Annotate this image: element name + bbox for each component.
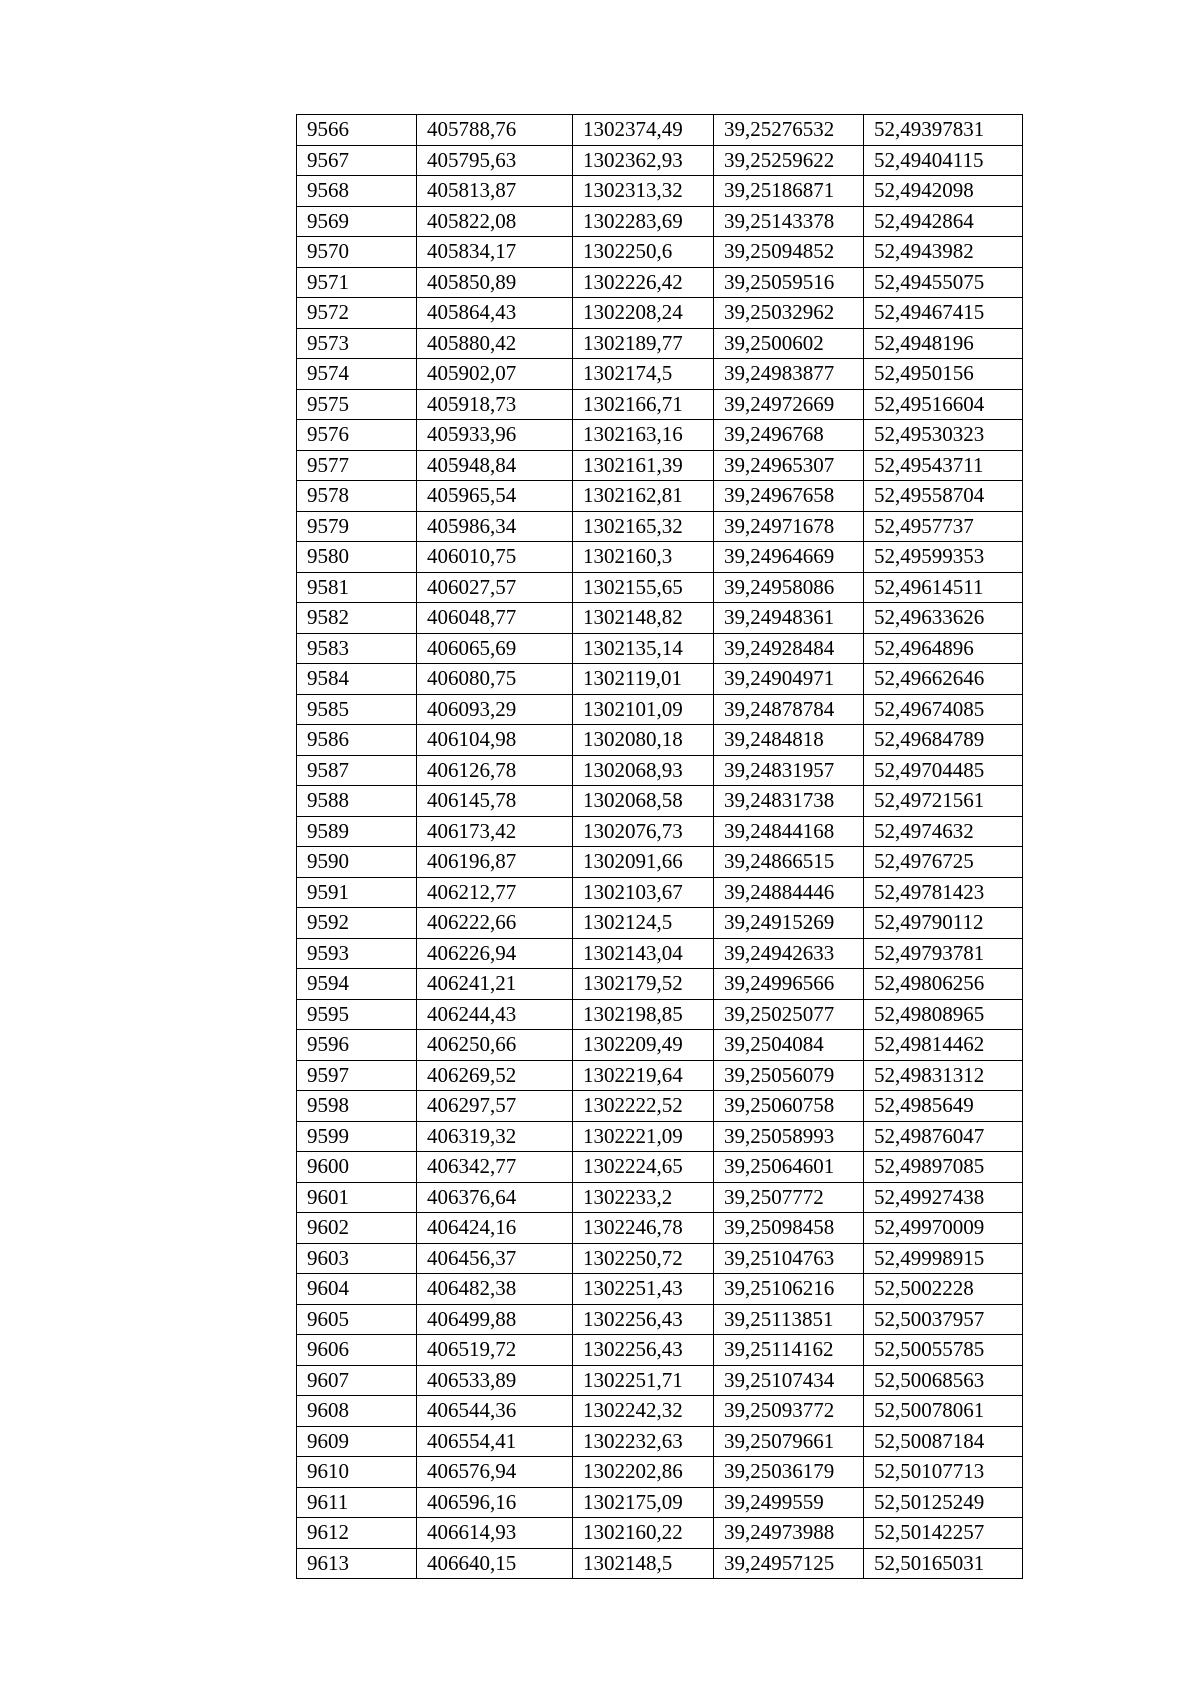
table-cell-y-coordinate: 1302160,3	[573, 542, 714, 573]
table-cell-x-coordinate: 406222,66	[417, 908, 573, 939]
table-cell-x-coordinate: 405813,87	[417, 176, 573, 207]
table-cell-y-coordinate: 1302160,22	[573, 1518, 714, 1549]
table-cell-x-coordinate: 406519,72	[417, 1335, 573, 1366]
table-cell-y-coordinate: 1302148,5	[573, 1548, 714, 1579]
table-row	[297, 542, 1023, 573]
table-cell-y-coordinate: 1302179,52	[573, 969, 714, 1000]
table-row	[297, 1548, 1023, 1579]
table-cell-longitude: 39,24904971	[714, 664, 864, 695]
table-row	[297, 847, 1023, 878]
table-cell-latitude: 52,5002228	[864, 1274, 1023, 1305]
table-row	[297, 145, 1023, 176]
table-cell-x-coordinate: 406048,77	[417, 603, 573, 634]
table-cell-x-coordinate: 405948,84	[417, 450, 573, 481]
table-row	[297, 298, 1023, 329]
table-row	[297, 603, 1023, 634]
table-cell-x-coordinate: 406244,43	[417, 999, 573, 1030]
table-cell-y-coordinate: 1302161,39	[573, 450, 714, 481]
table-row	[297, 267, 1023, 298]
table-cell-y-coordinate: 1302250,6	[573, 237, 714, 268]
table-row	[297, 633, 1023, 664]
table-cell-longitude: 39,25276532	[714, 115, 864, 146]
table-cell-x-coordinate: 406342,77	[417, 1152, 573, 1183]
table-cell-y-coordinate: 1302209,49	[573, 1030, 714, 1061]
table-cell-latitude: 52,50125249	[864, 1487, 1023, 1518]
table-cell-longitude: 39,24967658	[714, 481, 864, 512]
table-cell-point-number: 9613	[297, 1548, 417, 1579]
table-cell-x-coordinate: 405880,42	[417, 328, 573, 359]
table-cell-x-coordinate: 406241,21	[417, 969, 573, 1000]
table-cell-x-coordinate: 405795,63	[417, 145, 573, 176]
table-cell-longitude: 39,25079661	[714, 1426, 864, 1457]
table-row	[297, 1487, 1023, 1518]
table-cell-y-coordinate: 1302242,32	[573, 1396, 714, 1427]
table-cell-y-coordinate: 1302175,09	[573, 1487, 714, 1518]
table-cell-x-coordinate: 406576,94	[417, 1457, 573, 1488]
table-cell-latitude: 52,4957737	[864, 511, 1023, 542]
table-cell-latitude: 52,4950156	[864, 359, 1023, 390]
table-cell-latitude: 52,49831312	[864, 1060, 1023, 1091]
table-cell-point-number: 9589	[297, 816, 417, 847]
table-cell-y-coordinate: 1302246,78	[573, 1213, 714, 1244]
table-cell-latitude: 52,50142257	[864, 1518, 1023, 1549]
table-row	[297, 328, 1023, 359]
table-cell-point-number: 9578	[297, 481, 417, 512]
table-row	[297, 1274, 1023, 1305]
table-cell-latitude: 52,49614511	[864, 572, 1023, 603]
table-cell-longitude: 39,24996566	[714, 969, 864, 1000]
table-cell-latitude: 52,50068563	[864, 1365, 1023, 1396]
table-cell-point-number: 9605	[297, 1304, 417, 1335]
table-row	[297, 572, 1023, 603]
table-row	[297, 938, 1023, 969]
table-cell-latitude: 52,49721561	[864, 786, 1023, 817]
table-cell-point-number: 9583	[297, 633, 417, 664]
table-cell-point-number: 9601	[297, 1182, 417, 1213]
table-cell-x-coordinate: 406297,57	[417, 1091, 573, 1122]
table-cell-x-coordinate: 406554,41	[417, 1426, 573, 1457]
table-cell-y-coordinate: 1302174,5	[573, 359, 714, 390]
table-cell-longitude: 39,25106216	[714, 1274, 864, 1305]
table-cell-longitude: 39,2504084	[714, 1030, 864, 1061]
table-cell-longitude: 39,25036179	[714, 1457, 864, 1488]
table-cell-point-number: 9604	[297, 1274, 417, 1305]
table-row	[297, 115, 1023, 146]
table-cell-x-coordinate: 406596,16	[417, 1487, 573, 1518]
table-cell-y-coordinate: 1302155,65	[573, 572, 714, 603]
table-cell-point-number: 9609	[297, 1426, 417, 1457]
coordinates-table	[296, 114, 1023, 1579]
table-cell-y-coordinate: 1302163,16	[573, 420, 714, 451]
table-row	[297, 969, 1023, 1000]
table-cell-longitude: 39,2500602	[714, 328, 864, 359]
table-cell-y-coordinate: 1302124,5	[573, 908, 714, 939]
table-cell-x-coordinate: 405918,73	[417, 389, 573, 420]
table-cell-point-number: 9575	[297, 389, 417, 420]
table-cell-y-coordinate: 1302362,93	[573, 145, 714, 176]
table-cell-point-number: 9579	[297, 511, 417, 542]
table-cell-x-coordinate: 406456,37	[417, 1243, 573, 1274]
table-cell-point-number: 9586	[297, 725, 417, 756]
table-cell-latitude: 52,4942098	[864, 176, 1023, 207]
table-cell-y-coordinate: 1302226,42	[573, 267, 714, 298]
table-cell-longitude: 39,25056079	[714, 1060, 864, 1091]
table-row	[297, 1335, 1023, 1366]
table-cell-x-coordinate: 406196,87	[417, 847, 573, 878]
table-cell-y-coordinate: 1302148,82	[573, 603, 714, 634]
table-row	[297, 420, 1023, 451]
table-cell-x-coordinate: 406424,16	[417, 1213, 573, 1244]
table-cell-y-coordinate: 1302103,67	[573, 877, 714, 908]
table-cell-x-coordinate: 406145,78	[417, 786, 573, 817]
table-cell-x-coordinate: 406269,52	[417, 1060, 573, 1091]
table-cell-x-coordinate: 406104,98	[417, 725, 573, 756]
table-cell-longitude: 39,24942633	[714, 938, 864, 969]
table-cell-point-number: 9608	[297, 1396, 417, 1427]
table-cell-latitude: 52,49516604	[864, 389, 1023, 420]
table-cell-y-coordinate: 1302189,77	[573, 328, 714, 359]
table-cell-y-coordinate: 1302224,65	[573, 1152, 714, 1183]
table-cell-longitude: 39,24973988	[714, 1518, 864, 1549]
table-row	[297, 1365, 1023, 1396]
table-row	[297, 1182, 1023, 1213]
table-row	[297, 389, 1023, 420]
table-row	[297, 1243, 1023, 1274]
table-cell-y-coordinate: 1302283,69	[573, 206, 714, 237]
table-cell-longitude: 39,24971678	[714, 511, 864, 542]
table-cell-longitude: 39,2496768	[714, 420, 864, 451]
table-cell-longitude: 39,24972669	[714, 389, 864, 420]
table-cell-latitude: 52,49970009	[864, 1213, 1023, 1244]
table-cell-x-coordinate: 406482,38	[417, 1274, 573, 1305]
table-cell-x-coordinate: 405965,54	[417, 481, 573, 512]
table-cell-x-coordinate: 405902,07	[417, 359, 573, 390]
table-cell-x-coordinate: 406212,77	[417, 877, 573, 908]
table-cell-point-number: 9570	[297, 237, 417, 268]
table-cell-y-coordinate: 1302250,72	[573, 1243, 714, 1274]
table-cell-y-coordinate: 1302198,85	[573, 999, 714, 1030]
table-cell-latitude: 52,49467415	[864, 298, 1023, 329]
table-row	[297, 1152, 1023, 1183]
table-cell-y-coordinate: 1302135,14	[573, 633, 714, 664]
table-row	[297, 1030, 1023, 1061]
table-row	[297, 1396, 1023, 1427]
table-cell-y-coordinate: 1302068,93	[573, 755, 714, 786]
table-row	[297, 1457, 1023, 1488]
table-cell-y-coordinate: 1302076,73	[573, 816, 714, 847]
table-cell-point-number: 9573	[297, 328, 417, 359]
table-cell-latitude: 52,49876047	[864, 1121, 1023, 1152]
table-cell-point-number: 9569	[297, 206, 417, 237]
table-cell-x-coordinate: 406250,66	[417, 1030, 573, 1061]
table-cell-y-coordinate: 1302222,52	[573, 1091, 714, 1122]
table-cell-point-number: 9593	[297, 938, 417, 969]
table-cell-point-number: 9594	[297, 969, 417, 1000]
table-cell-latitude: 52,49790112	[864, 908, 1023, 939]
table-cell-longitude: 39,24957125	[714, 1548, 864, 1579]
coordinates-table-body	[297, 115, 1023, 1579]
table-cell-y-coordinate: 1302251,71	[573, 1365, 714, 1396]
table-cell-x-coordinate: 406173,42	[417, 816, 573, 847]
table-cell-longitude: 39,24915269	[714, 908, 864, 939]
table-cell-longitude: 39,25113851	[714, 1304, 864, 1335]
table-cell-longitude: 39,25098458	[714, 1213, 864, 1244]
table-row	[297, 481, 1023, 512]
table-row	[297, 450, 1023, 481]
table-cell-longitude: 39,24964669	[714, 542, 864, 573]
table-cell-latitude: 52,50078061	[864, 1396, 1023, 1427]
table-cell-latitude: 52,49662646	[864, 664, 1023, 695]
table-cell-longitude: 39,24844168	[714, 816, 864, 847]
table-cell-longitude: 39,24965307	[714, 450, 864, 481]
table-cell-latitude: 52,49455075	[864, 267, 1023, 298]
table-cell-point-number: 9576	[297, 420, 417, 451]
table-row	[297, 1060, 1023, 1091]
table-row	[297, 237, 1023, 268]
table-cell-latitude: 52,4976725	[864, 847, 1023, 878]
table-cell-y-coordinate: 1302165,32	[573, 511, 714, 542]
table-cell-point-number: 9582	[297, 603, 417, 634]
table-cell-point-number: 9566	[297, 115, 417, 146]
table-row	[297, 1213, 1023, 1244]
table-row	[297, 1426, 1023, 1457]
table-row	[297, 999, 1023, 1030]
table-cell-longitude: 39,2507772	[714, 1182, 864, 1213]
table-row	[297, 1121, 1023, 1152]
table-cell-latitude: 52,4942864	[864, 206, 1023, 237]
table-cell-latitude: 52,49998915	[864, 1243, 1023, 1274]
table-cell-point-number: 9611	[297, 1487, 417, 1518]
table-cell-latitude: 52,49530323	[864, 420, 1023, 451]
table-cell-latitude: 52,50087184	[864, 1426, 1023, 1457]
table-cell-x-coordinate: 406010,75	[417, 542, 573, 573]
table-cell-y-coordinate: 1302166,71	[573, 389, 714, 420]
table-cell-latitude: 52,49404115	[864, 145, 1023, 176]
table-cell-longitude: 39,2484818	[714, 725, 864, 756]
table-cell-x-coordinate: 406093,29	[417, 694, 573, 725]
table-row	[297, 1518, 1023, 1549]
table-cell-point-number: 9567	[297, 145, 417, 176]
table-cell-latitude: 52,49793781	[864, 938, 1023, 969]
table-cell-latitude: 52,50037957	[864, 1304, 1023, 1335]
table-cell-latitude: 52,4943982	[864, 237, 1023, 268]
table-cell-y-coordinate: 1302221,09	[573, 1121, 714, 1152]
table-cell-y-coordinate: 1302374,49	[573, 115, 714, 146]
table-cell-x-coordinate: 405822,08	[417, 206, 573, 237]
table-row	[297, 816, 1023, 847]
table-row	[297, 664, 1023, 695]
table-cell-y-coordinate: 1302162,81	[573, 481, 714, 512]
table-cell-y-coordinate: 1302313,32	[573, 176, 714, 207]
table-cell-longitude: 39,25114162	[714, 1335, 864, 1366]
table-cell-point-number: 9603	[297, 1243, 417, 1274]
table-cell-longitude: 39,24958086	[714, 572, 864, 603]
table-cell-x-coordinate: 406226,94	[417, 938, 573, 969]
table-cell-latitude: 52,49558704	[864, 481, 1023, 512]
table-cell-point-number: 9596	[297, 1030, 417, 1061]
table-cell-y-coordinate: 1302232,63	[573, 1426, 714, 1457]
table-cell-point-number: 9588	[297, 786, 417, 817]
table-cell-y-coordinate: 1302219,64	[573, 1060, 714, 1091]
table-cell-point-number: 9607	[297, 1365, 417, 1396]
table-cell-latitude: 52,49897085	[864, 1152, 1023, 1183]
table-cell-longitude: 39,25143378	[714, 206, 864, 237]
table-cell-y-coordinate: 1302068,58	[573, 786, 714, 817]
table-cell-y-coordinate: 1302143,04	[573, 938, 714, 969]
table-cell-x-coordinate: 406319,32	[417, 1121, 573, 1152]
table-cell-latitude: 52,4948196	[864, 328, 1023, 359]
table-cell-latitude: 52,49808965	[864, 999, 1023, 1030]
table-cell-y-coordinate: 1302251,43	[573, 1274, 714, 1305]
table-cell-longitude: 39,25059516	[714, 267, 864, 298]
table-row	[297, 725, 1023, 756]
table-cell-latitude: 52,4974632	[864, 816, 1023, 847]
table-row	[297, 1091, 1023, 1122]
table-cell-y-coordinate: 1302101,09	[573, 694, 714, 725]
table-row	[297, 359, 1023, 390]
table-cell-point-number: 9574	[297, 359, 417, 390]
table-cell-y-coordinate: 1302091,66	[573, 847, 714, 878]
table-cell-point-number: 9600	[297, 1152, 417, 1183]
table-cell-longitude: 39,24866515	[714, 847, 864, 878]
table-cell-latitude: 52,49397831	[864, 115, 1023, 146]
table-cell-x-coordinate: 406065,69	[417, 633, 573, 664]
table-cell-x-coordinate: 406640,15	[417, 1548, 573, 1579]
table-cell-x-coordinate: 406027,57	[417, 572, 573, 603]
table-cell-latitude: 52,49814462	[864, 1030, 1023, 1061]
table-cell-latitude: 52,50165031	[864, 1548, 1023, 1579]
table-cell-latitude: 52,49781423	[864, 877, 1023, 908]
table-cell-point-number: 9610	[297, 1457, 417, 1488]
table-cell-latitude: 52,50107713	[864, 1457, 1023, 1488]
table-cell-latitude: 52,49543711	[864, 450, 1023, 481]
table-cell-longitude: 39,2499559	[714, 1487, 864, 1518]
table-cell-longitude: 39,25093772	[714, 1396, 864, 1427]
table-cell-y-coordinate: 1302208,24	[573, 298, 714, 329]
table-cell-latitude: 52,49674085	[864, 694, 1023, 725]
table-row	[297, 877, 1023, 908]
table-cell-longitude: 39,25094852	[714, 237, 864, 268]
table-cell-latitude: 52,49633626	[864, 603, 1023, 634]
table-row	[297, 1304, 1023, 1335]
table-cell-longitude: 39,24831738	[714, 786, 864, 817]
table-cell-point-number: 9590	[297, 847, 417, 878]
table-cell-latitude: 52,50055785	[864, 1335, 1023, 1366]
table-row	[297, 908, 1023, 939]
table-cell-longitude: 39,25107434	[714, 1365, 864, 1396]
table-row	[297, 176, 1023, 207]
table-cell-longitude: 39,25060758	[714, 1091, 864, 1122]
table-cell-point-number: 9568	[297, 176, 417, 207]
table-cell-x-coordinate: 406544,36	[417, 1396, 573, 1427]
table-cell-y-coordinate: 1302233,2	[573, 1182, 714, 1213]
table-cell-longitude: 39,25032962	[714, 298, 864, 329]
table-cell-latitude: 52,49806256	[864, 969, 1023, 1000]
table-cell-point-number: 9597	[297, 1060, 417, 1091]
table-cell-x-coordinate: 406614,93	[417, 1518, 573, 1549]
table-cell-x-coordinate: 406533,89	[417, 1365, 573, 1396]
table-cell-x-coordinate: 405850,89	[417, 267, 573, 298]
table-cell-point-number: 9584	[297, 664, 417, 695]
table-cell-longitude: 39,25025077	[714, 999, 864, 1030]
table-cell-latitude: 52,49704485	[864, 755, 1023, 786]
table-cell-longitude: 39,24948361	[714, 603, 864, 634]
table-cell-x-coordinate: 405933,96	[417, 420, 573, 451]
table-cell-x-coordinate: 405834,17	[417, 237, 573, 268]
table-cell-x-coordinate: 406080,75	[417, 664, 573, 695]
table-row	[297, 206, 1023, 237]
table-cell-point-number: 9581	[297, 572, 417, 603]
table-cell-point-number: 9571	[297, 267, 417, 298]
table-cell-y-coordinate: 1302080,18	[573, 725, 714, 756]
table-cell-latitude: 52,49684789	[864, 725, 1023, 756]
table-cell-point-number: 9598	[297, 1091, 417, 1122]
table-cell-y-coordinate: 1302256,43	[573, 1304, 714, 1335]
table-cell-point-number: 9572	[297, 298, 417, 329]
table-cell-longitude: 39,25259622	[714, 145, 864, 176]
table-cell-point-number: 9606	[297, 1335, 417, 1366]
table-row	[297, 694, 1023, 725]
table-cell-y-coordinate: 1302256,43	[573, 1335, 714, 1366]
table-row	[297, 755, 1023, 786]
table-cell-longitude: 39,24831957	[714, 755, 864, 786]
table-row	[297, 786, 1023, 817]
table-cell-longitude: 39,25104763	[714, 1243, 864, 1274]
table-cell-point-number: 9592	[297, 908, 417, 939]
table-cell-point-number: 9577	[297, 450, 417, 481]
table-cell-point-number: 9580	[297, 542, 417, 573]
table-cell-longitude: 39,25058993	[714, 1121, 864, 1152]
table-cell-y-coordinate: 1302119,01	[573, 664, 714, 695]
table-cell-x-coordinate: 405788,76	[417, 115, 573, 146]
table-cell-x-coordinate: 405986,34	[417, 511, 573, 542]
table-cell-x-coordinate: 406126,78	[417, 755, 573, 786]
table-cell-latitude: 52,49927438	[864, 1182, 1023, 1213]
table-cell-point-number: 9587	[297, 755, 417, 786]
table-cell-x-coordinate: 405864,43	[417, 298, 573, 329]
table-cell-x-coordinate: 406499,88	[417, 1304, 573, 1335]
table-cell-point-number: 9599	[297, 1121, 417, 1152]
table-cell-x-coordinate: 406376,64	[417, 1182, 573, 1213]
table-cell-longitude: 39,25186871	[714, 176, 864, 207]
table-cell-longitude: 39,24928484	[714, 633, 864, 664]
table-cell-point-number: 9612	[297, 1518, 417, 1549]
table-cell-point-number: 9585	[297, 694, 417, 725]
table-cell-longitude: 39,24878784	[714, 694, 864, 725]
table-cell-y-coordinate: 1302202,86	[573, 1457, 714, 1488]
table-cell-longitude: 39,24884446	[714, 877, 864, 908]
table-cell-latitude: 52,49599353	[864, 542, 1023, 573]
table-cell-latitude: 52,4985649	[864, 1091, 1023, 1122]
table-cell-point-number: 9602	[297, 1213, 417, 1244]
table-cell-longitude: 39,24983877	[714, 359, 864, 390]
table-cell-point-number: 9595	[297, 999, 417, 1030]
table-cell-point-number: 9591	[297, 877, 417, 908]
table-cell-latitude: 52,4964896	[864, 633, 1023, 664]
table-cell-longitude: 39,25064601	[714, 1152, 864, 1183]
table-row	[297, 511, 1023, 542]
